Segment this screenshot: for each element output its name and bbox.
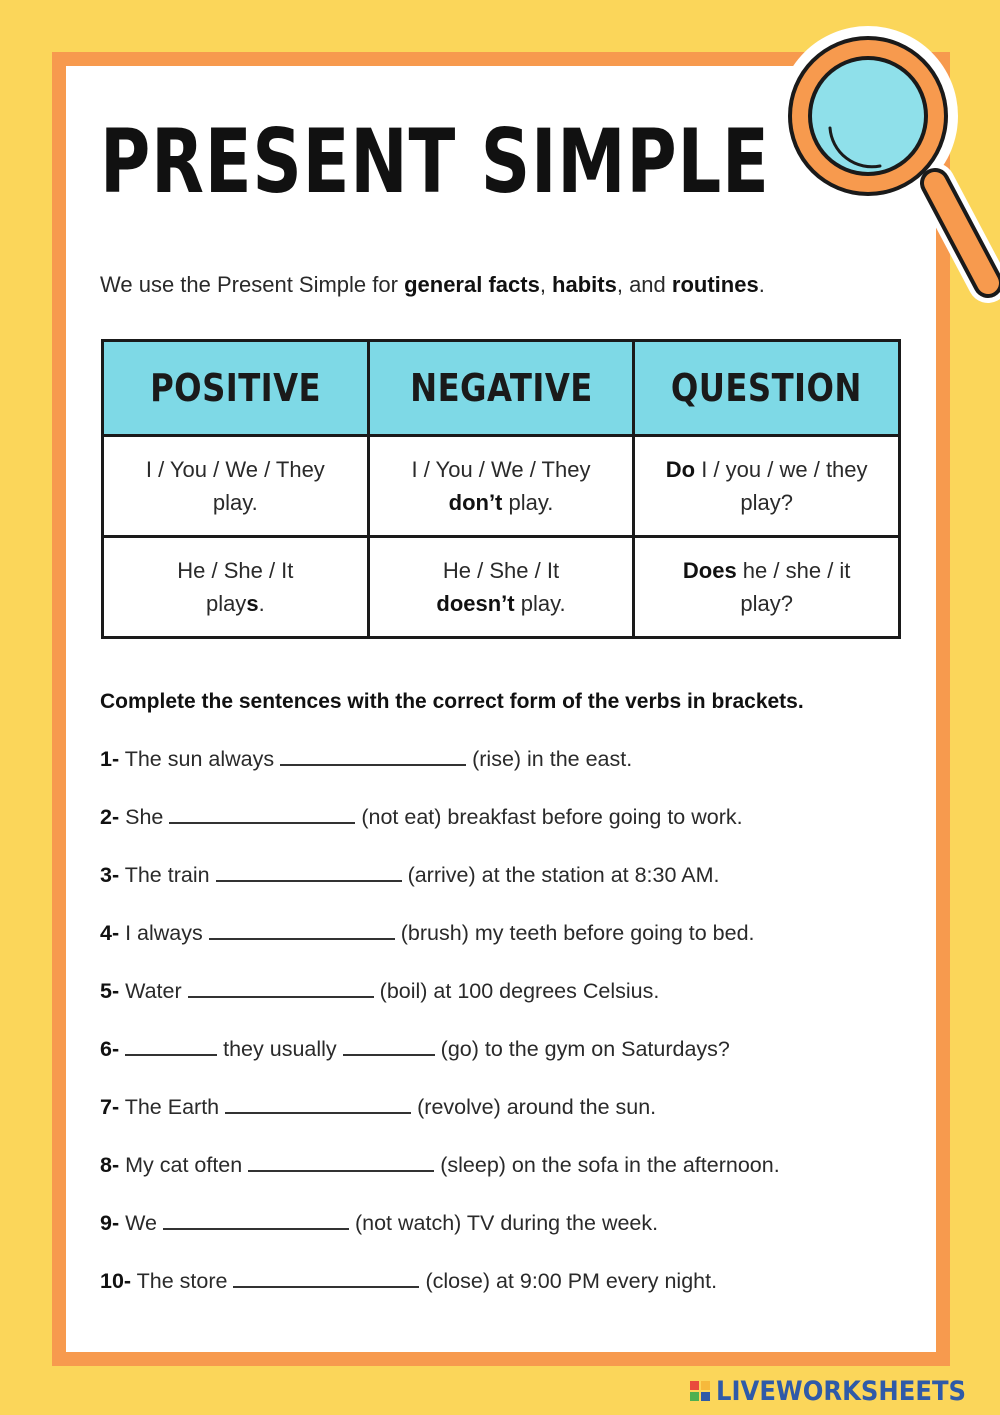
cell-negative <box>368 537 634 638</box>
exercise-text: (revolve) around the sun. <box>417 1095 657 1119</box>
exercise-number: 7- <box>100 1095 120 1119</box>
cell-text: play. <box>514 591 566 616</box>
table-header-row <box>103 341 900 436</box>
cell-text: He / She / It <box>177 558 294 583</box>
cell-positive <box>103 537 369 638</box>
intro-keyword: routines <box>671 272 759 297</box>
intro-part: , and <box>616 272 672 297</box>
header-label: QUESTION <box>671 366 863 410</box>
intro-part: We use the Present Simple for <box>100 272 405 297</box>
exercise-text: We <box>119 1211 157 1235</box>
exercise-text: (rise) in the east. <box>472 747 633 771</box>
intro-keyword: general facts <box>404 272 540 297</box>
cell-question <box>634 537 900 638</box>
exercise-item <box>100 862 920 920</box>
exercise-item <box>100 1094 920 1152</box>
exercise-text: (sleep) on the sofa in the afternoon. <box>440 1153 780 1177</box>
answer-blank[interactable] <box>280 746 466 766</box>
cell-text: . <box>258 591 265 616</box>
exercise-item <box>100 1152 920 1210</box>
answer-blank[interactable] <box>188 978 374 998</box>
exercise-number: 9- <box>100 1211 120 1235</box>
exercise-text: (not eat) breakfast before going to work. <box>361 805 743 829</box>
exercise-text: My cat often <box>119 1153 243 1177</box>
header-question <box>634 341 900 436</box>
header-positive <box>103 341 369 436</box>
liveworksheets-logo[interactable] <box>690 1376 994 1406</box>
exercise-text: She <box>119 805 164 829</box>
cell-text: play? <box>740 490 793 515</box>
magnifying-glass-icon <box>770 18 1000 308</box>
exercise-item <box>100 804 920 862</box>
cell-text: He / She / It <box>442 558 560 583</box>
cell-text: play. <box>212 490 258 515</box>
exercise-number: 5- <box>100 979 120 1003</box>
exercise-number: 8- <box>100 1153 120 1177</box>
cell-text: play. <box>502 490 554 515</box>
exercise-instruction: Complete the sentences with the correct form of the verbs in brackets. <box>100 690 804 713</box>
exercise-number: 1- <box>100 747 120 771</box>
exercise-item <box>100 746 920 804</box>
answer-blank[interactable] <box>248 1152 434 1172</box>
cell-positive <box>103 436 369 537</box>
intro-keyword: habits <box>552 272 617 297</box>
exercise-list <box>100 746 920 1326</box>
exercise-text: (go) to the gym on Saturdays? <box>440 1037 730 1061</box>
exercise-text: The Earth <box>119 1095 220 1119</box>
answer-blank[interactable] <box>216 862 402 882</box>
exercise-number: 10- <box>100 1269 132 1293</box>
grammar-table <box>101 339 901 639</box>
cell-text: play <box>205 591 247 616</box>
exercise-text: Water <box>119 979 182 1003</box>
liveworksheets-logo-icon <box>690 1381 710 1401</box>
cell-text: play? <box>740 591 793 616</box>
exercise-text: (arrive) at the station at 8:30 AM. <box>407 863 720 887</box>
exercise-number: 4- <box>100 921 120 945</box>
exercise-text: they usually <box>223 1037 337 1061</box>
answer-blank[interactable] <box>169 804 355 824</box>
exercise-text: I always <box>119 921 203 945</box>
answer-blank[interactable] <box>343 1036 435 1056</box>
exercise-text: (boil) at 100 degrees Celsius. <box>379 979 660 1003</box>
header-negative <box>368 341 634 436</box>
cell-text: he / she / it <box>736 558 851 583</box>
logo-text: LIVEWORKSHEETS <box>716 1375 967 1407</box>
answer-blank[interactable] <box>209 920 395 940</box>
intro-text <box>100 272 765 298</box>
exercise-item <box>100 920 920 978</box>
exercise-number: 2- <box>100 805 120 829</box>
header-label: POSITIVE <box>149 366 321 410</box>
answer-blank[interactable] <box>163 1210 349 1230</box>
cell-text: I / You / We / They <box>145 457 325 482</box>
exercise-item <box>100 1036 920 1094</box>
cell-keyword: doesn’t <box>436 591 515 616</box>
exercise-text: The train <box>119 863 210 887</box>
cell-negative <box>368 436 634 537</box>
exercise-item <box>100 1268 920 1326</box>
intro-part: , <box>539 272 553 297</box>
exercise-text: (brush) my teeth before going to bed. <box>400 921 755 945</box>
cell-keyword: Do <box>665 457 696 482</box>
cell-text: I / You / We / They <box>411 457 591 482</box>
cell-keyword: don’t <box>448 490 503 515</box>
exercise-item <box>100 978 920 1036</box>
exercise-text: The sun always <box>119 747 275 771</box>
cell-keyword: s <box>246 591 259 616</box>
exercise-item <box>100 1210 920 1268</box>
answer-blank[interactable] <box>233 1268 419 1288</box>
answer-blank[interactable] <box>225 1094 411 1114</box>
intro-part: . <box>758 272 765 297</box>
exercise-text: The store <box>131 1269 228 1293</box>
header-label: NEGATIVE <box>409 366 593 410</box>
answer-blank[interactable] <box>125 1036 217 1056</box>
exercise-number: 3- <box>100 863 120 887</box>
table-row <box>103 537 900 638</box>
exercise-text: (close) at 9:00 PM every night. <box>425 1269 718 1293</box>
exercise-number: 6- <box>100 1037 120 1061</box>
table-row <box>103 436 900 537</box>
cell-text: I / you / we / they <box>695 457 868 482</box>
exercise-text: (not watch) TV during the week. <box>354 1211 659 1235</box>
page-title: PRESENT SIMPLE <box>100 110 770 213</box>
cell-question <box>634 436 900 537</box>
cell-keyword: Does <box>682 558 737 583</box>
